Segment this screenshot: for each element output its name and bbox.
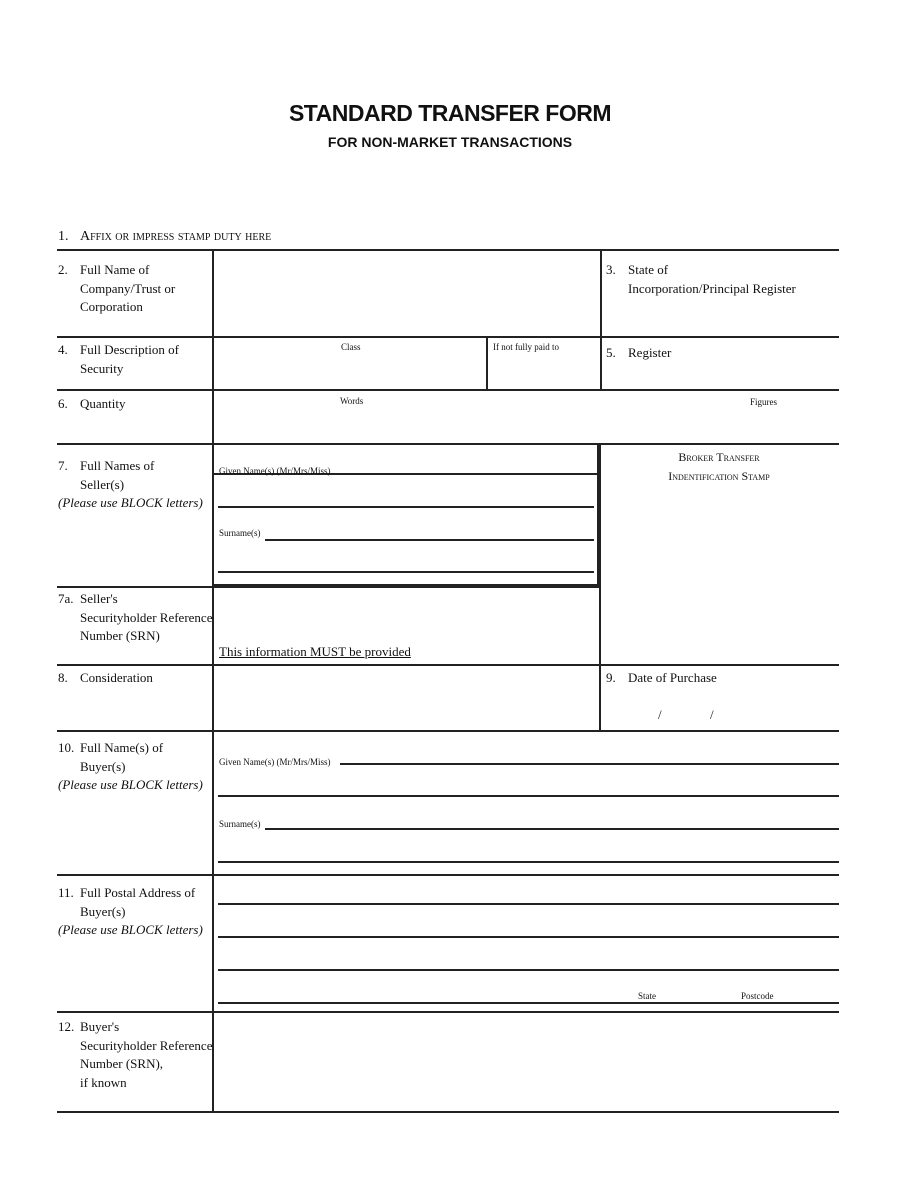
- seller-given-name-label: Given Name(s) (Mr/Mrs/Miss): [219, 466, 331, 476]
- section-2-label: 2. Full Name of Company/Trust or Corporation: [58, 262, 176, 314]
- form-title: STANDARD TRANSFER FORM: [288, 100, 612, 126]
- postcode-label: Postcode: [741, 991, 774, 1001]
- date-slash-1: /: [658, 707, 662, 722]
- section-7-label: 7. Full Names of Seller(s) (Please use BLOCK letters): [58, 458, 203, 510]
- section-4-label: 4. Full Description of Security: [58, 342, 179, 376]
- section-3-label: 3. State of Incorporation/Principal Register: [606, 262, 796, 296]
- buyer-surname-label: Surname(s): [219, 819, 261, 829]
- form-subtitle: FOR NON-MARKET TRANSACTIONS: [327, 134, 573, 150]
- date-slash-2: /: [710, 707, 714, 722]
- buyer-given-name-label: Given Name(s) (Mr/Mrs/Miss): [219, 757, 331, 767]
- state-label: State: [638, 991, 656, 1001]
- srn-required-note: This information MUST be provided: [219, 644, 411, 659]
- section-10-label: 10. Full Name(s) of Buyer(s) (Please use BLOCK letters): [58, 740, 203, 792]
- section-8-label: 8. Consideration: [58, 670, 153, 685]
- figures-label: Figures: [750, 397, 777, 407]
- not-fully-paid-label: If not fully paid to: [493, 342, 559, 352]
- section-5-label: 5. Register: [606, 345, 672, 360]
- section-6-label: 6. Quantity: [58, 396, 126, 411]
- section-1: 1. Affix or impress stamp duty here: [58, 229, 272, 244]
- section-11-label: 11. Full Postal Address of Buyer(s) (Please use BLOCK letters): [58, 885, 203, 937]
- company-name-field[interactable]: [213, 251, 599, 336]
- section-9-label: 9. Date of Purchase: [606, 670, 717, 685]
- words-label: Words: [340, 396, 364, 406]
- broker-stamp-label: Broker Transfer Indentification Stamp: [668, 450, 770, 483]
- seller-surname-label: Surname(s): [219, 528, 261, 538]
- section-7a-label: 7a. Seller's Securityholder Reference Number (SRN): [58, 591, 213, 643]
- section-12-label: 12. Buyer's Securityholder Reference Number (SRN), if known: [58, 1019, 213, 1090]
- class-label: Class: [341, 342, 361, 352]
